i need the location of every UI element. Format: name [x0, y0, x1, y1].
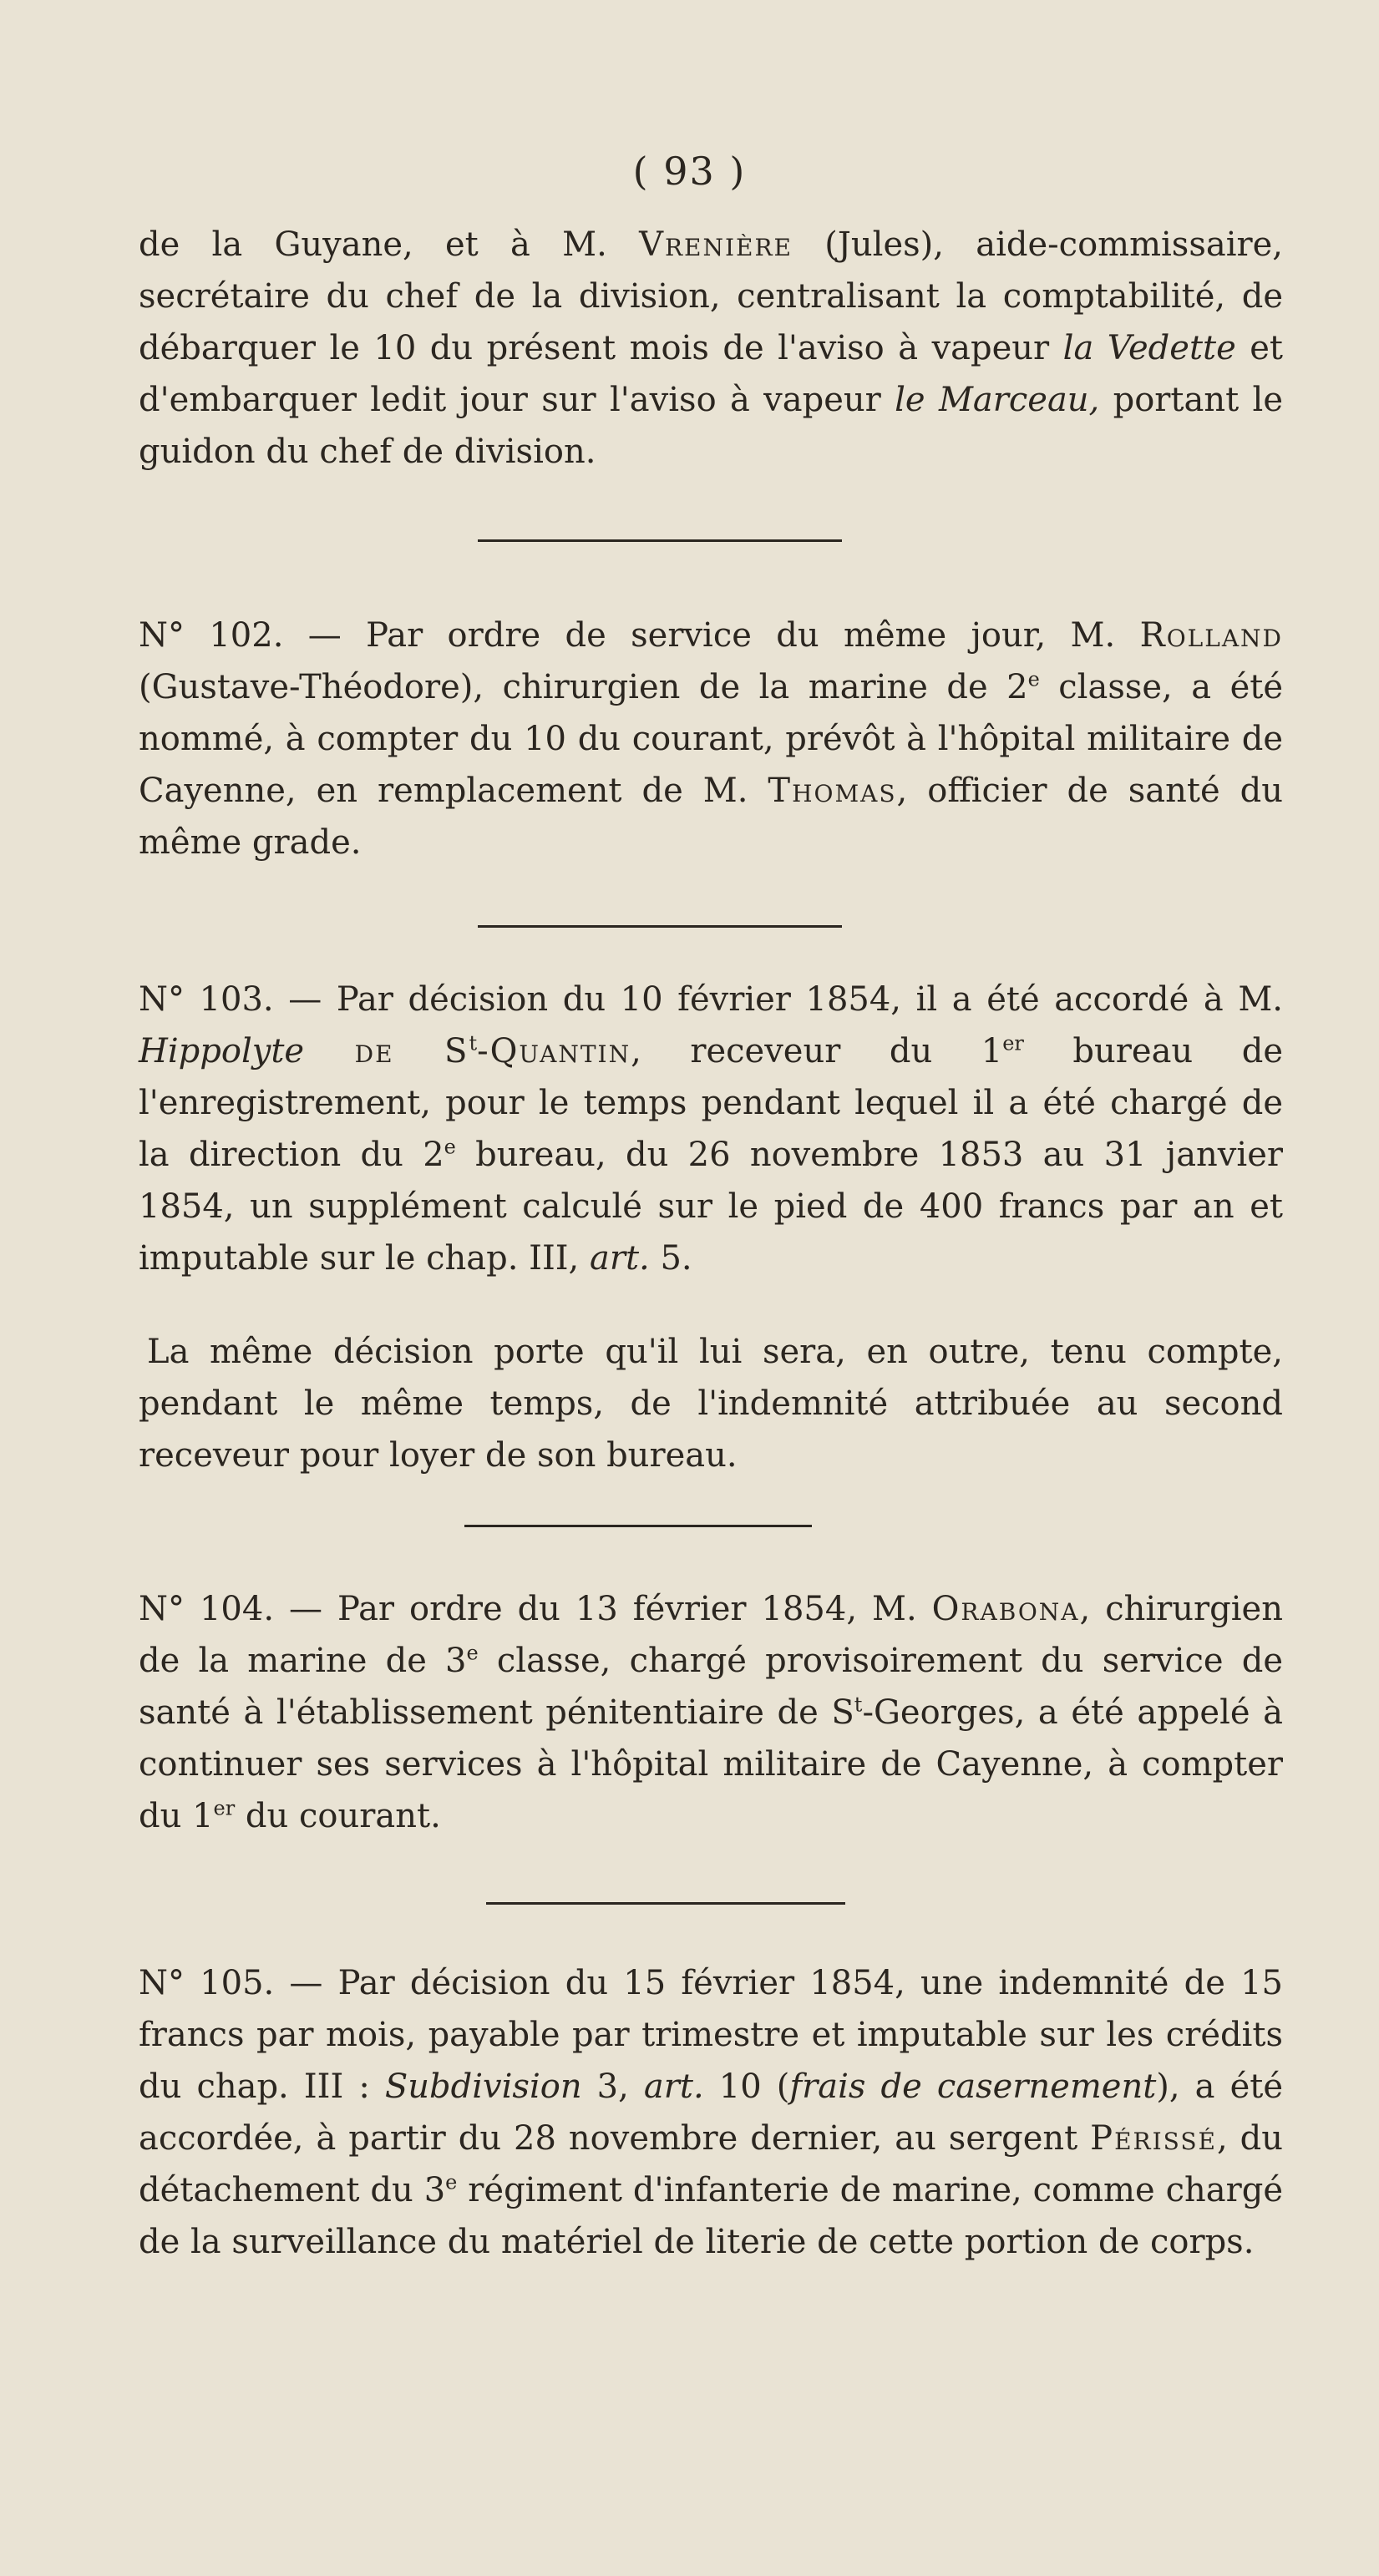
entry-number: N° 104.: [139, 1590, 275, 1628]
section-divider: [478, 925, 842, 928]
entry-103: N° 103. — Par décision du 10 février 1854, il a été accordé à M. Hippolyte de $S^t$-Quantin, receveur du 1er bureau de l'enregistrement, pour le temps pendant lequel il a été chargé de la direction du 2e bureau, du 26 novembre 1853 au 31 janvier 1854, un supplément calculé sur le pied de 400 francs par an et imputable sur le chap. III, art. 5.: [139, 980, 1284, 1278]
entry-102: N° 102. — Par ordre de service du même jour, M. Rolland (Gustave-Théodore), chirurgien de la marine de 2e classe, a été nommé, à compter du 10 du courant, prévôt à l'hôpital militaire de Cayenne, en remplacement de M. Thomas, officier de santé du même grade.: [139, 616, 1284, 862]
section-divider: [464, 1525, 812, 1527]
entry-number: N° 103.: [139, 980, 274, 1019]
intro-paragraph: de la Guyane, et à M. Vrenière (Jules), aide-commissaire, secrétaire du chef de la division, centralisant la comptabilité, de débarquer le 10 du présent mois de l'aviso à vapeur la Vedette et d'embarquer ledit jour sur l'aviso à vapeur le Marceau, portant le guidon du chef de division.: [139, 225, 1284, 471]
entry-104: N° 104. — Par ordre du 13 février 1854, M. Orabona, chirurgien de la marine de 3e classe, chargé provisoirement du service de santé à l'établissement pénitentiaire de $S^t$-Georges, a été appelé à continuer ses services à l'hôpital militaire de Cayenne, à compter du 1er du courant.: [139, 1590, 1283, 1835]
section-divider: [486, 1902, 845, 1905]
entry-number: N° 102.: [139, 616, 284, 655]
page-number: ( 93 ): [632, 149, 747, 194]
section-divider: [478, 539, 842, 542]
entry-103-paragraph-2: La même décision porte qu'il lui sera, en outre, tenu compte, pendant le même temps, de l'indemnité attribuée au second receveur pour loyer de son bureau.: [139, 1333, 1283, 1475]
entry-105: N° 105. — Par décision du 15 février 1854, une indemnité de 15 francs par mois, payable par trimestre et imputable sur les crédits du chap. III : Subdivision 3, art. 10 (frais de casernement), a été accordée, à partir du 28 novembre dernier, au sergent Périssé, du détachement du 3e régiment d'infanterie de marine, comme chargé de la surveillance du matériel de literie de cette portion de corps.: [139, 1964, 1284, 2261]
entry-number: N° 105.: [139, 1964, 275, 2002]
